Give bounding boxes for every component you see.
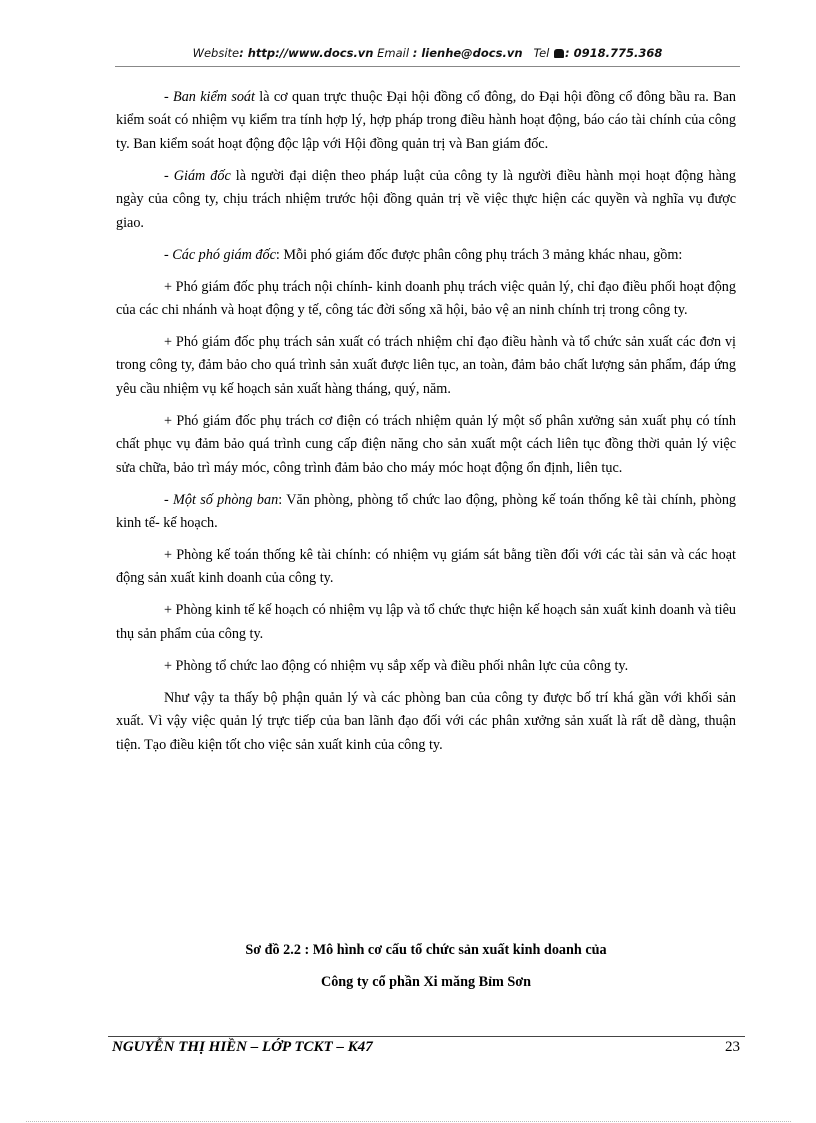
document-body [116, 86, 736, 766]
paragraph-pho-giam-doc [116, 244, 736, 267]
footer-divider [108, 1036, 745, 1037]
paragraph-text: + Phó giám đốc phụ trách sản xuất có trách nhiệm chỉ đạo điều hành và tổ chức sản xuất các đơn vị trong công ty, đảm bảo cho quá trình sản xuất được liên tục, an toàn, đảm bảo chất lượng sản phẩm, đáp ứng yêu cầu nhiệm vụ kế hoạch sản xuất hàng tháng, quý, năm. [116, 334, 736, 397]
paragraph-text: + Phó giám đốc phụ trách cơ điện có trách nhiệm quản lý một số phân xưởng sản xuất phụ có tính chất phục vụ đảm bảo quá trình cung cấp điện năng cho sản xuất một cách liên tục đồng thời quản lý việc sửa chữa, bảo trì máy móc, công trình đảm bảo cho máy móc hoạt động ổn định, liên tục. [116, 412, 736, 476]
page-boundary [26, 1121, 791, 1122]
paragraph-text: + Phòng kinh tế kế hoạch có nhiệm vụ lập và tổ chức thực hiện kế hoạch sản xuất kinh doanh và tiêu thụ sản phẩm của công ty. [116, 602, 736, 642]
paragraph-text: : Mỗi phó giám đốc được phân công phụ trách 3 mảng khác nhau, gồm: [275, 246, 683, 263]
page-header [115, 46, 740, 60]
paragraph-phong-ke-toan [116, 544, 736, 591]
paragraph-phong-to-chuc [116, 655, 736, 678]
paragraph-text: là cơ quan trực thuộc Đại hội đồng cổ đông, do Đại hội đồng cổ đông bầu ra. Ban kiểm soát có nhiệm vụ kiểm tra tính hợp lý, hợp pháp trong điều hành hoạt động, báo cáo tài chính của công ty. Ban kiểm soát hoạt động độc lập với Hội đồng quản trị và Ban giám đốc. [116, 89, 736, 152]
website-label: Website [192, 46, 240, 60]
header-divider [115, 66, 740, 67]
paragraph-term: Giám đốc [173, 167, 231, 184]
paragraph-phong-ban [116, 489, 736, 536]
paragraph-text: + Phó giám đốc phụ trách nội chính- kinh doanh phụ trách việc quản lý, chỉ đạo điều phối hoạt động của các chi nhánh và hoạt động y tế, công tác đời sống xã hội, bảo vệ an ninh chính trị trong công ty. [116, 278, 736, 319]
paragraph-pgd-noi-chinh [116, 276, 736, 323]
paragraph-giam-doc [116, 165, 736, 235]
paragraph-phong-kinh-te [116, 599, 736, 646]
paragraph-term: Một số phòng ban [173, 491, 279, 508]
paragraph-lead: - [164, 491, 174, 508]
website-value: : http://www.docs.vn [239, 46, 374, 60]
paragraph-text: + Phòng kế toán thống kê tài chính: có nhiệm vụ giám sát bằng tiền đối với các tài sản và các hoạt động sản xuất kinh doanh của công ty. [116, 547, 736, 587]
paragraph-lead: - [164, 246, 173, 263]
footer-author: NGUYỄN THỊ HIỀN – LỚP TCKT – K47 [112, 1039, 373, 1055]
paragraph-ban-kiem-soat [116, 86, 736, 156]
paragraph-text: + Phòng tổ chức lao động có nhiệm vụ sắp xếp và điều phối nhân lực của công ty. [164, 657, 629, 674]
tel-value: : 0918.775.368 [565, 46, 663, 60]
page-number: 23 [725, 1039, 740, 1055]
tel-label: Tel [533, 46, 554, 60]
paragraph-lead: - [164, 89, 174, 105]
figure-caption-line-2: Công ty cổ phần Xi măng Bỉm Sơn [320, 974, 532, 990]
paragraph-pgd-co-dien [116, 410, 736, 480]
email-value: : lienhe@docs.vn [412, 46, 523, 60]
paragraph-conclusion [116, 687, 736, 757]
paragraph-text: Như vậy ta thấy bộ phận quản lý và các phòng ban của công ty được bố trí khá gần với khối sản xuất. Vì vậy việc quản lý trực tiếp của ban lãnh đạo đối với các phân xưởng sản xuất là rất dễ dàng, thuận tiện. Tạo điều kiện tốt cho việc sản xuất kinh của công ty. [116, 689, 736, 753]
telephone-icon [554, 49, 564, 58]
paragraph-term: Các phó giám đốc [172, 246, 276, 263]
paragraph-term: Ban kiểm soát [173, 89, 255, 105]
paragraph-lead: - [164, 167, 174, 184]
paragraph-pgd-san-xuat [116, 331, 736, 401]
figure-caption-line-1: Sơ đồ 2.2 : Mô hình cơ cấu tổ chức sản xuất kinh doanh của [245, 942, 607, 958]
email-label: Email [373, 46, 413, 60]
paragraph-text: : Văn phòng, phòng tổ chức lao động, phòng kế toán thống kê tài chính, phòng kinh tế- kế hoạch. [116, 491, 737, 532]
paragraph-text: là người đại diện theo pháp luật của công ty là người điều hành mọi hoạt động hàng ngày của công ty, chịu trách nhiệm trước hội đồng quản trị về việc thực hiện các quyền và nghĩa vụ được giao. [116, 167, 736, 231]
